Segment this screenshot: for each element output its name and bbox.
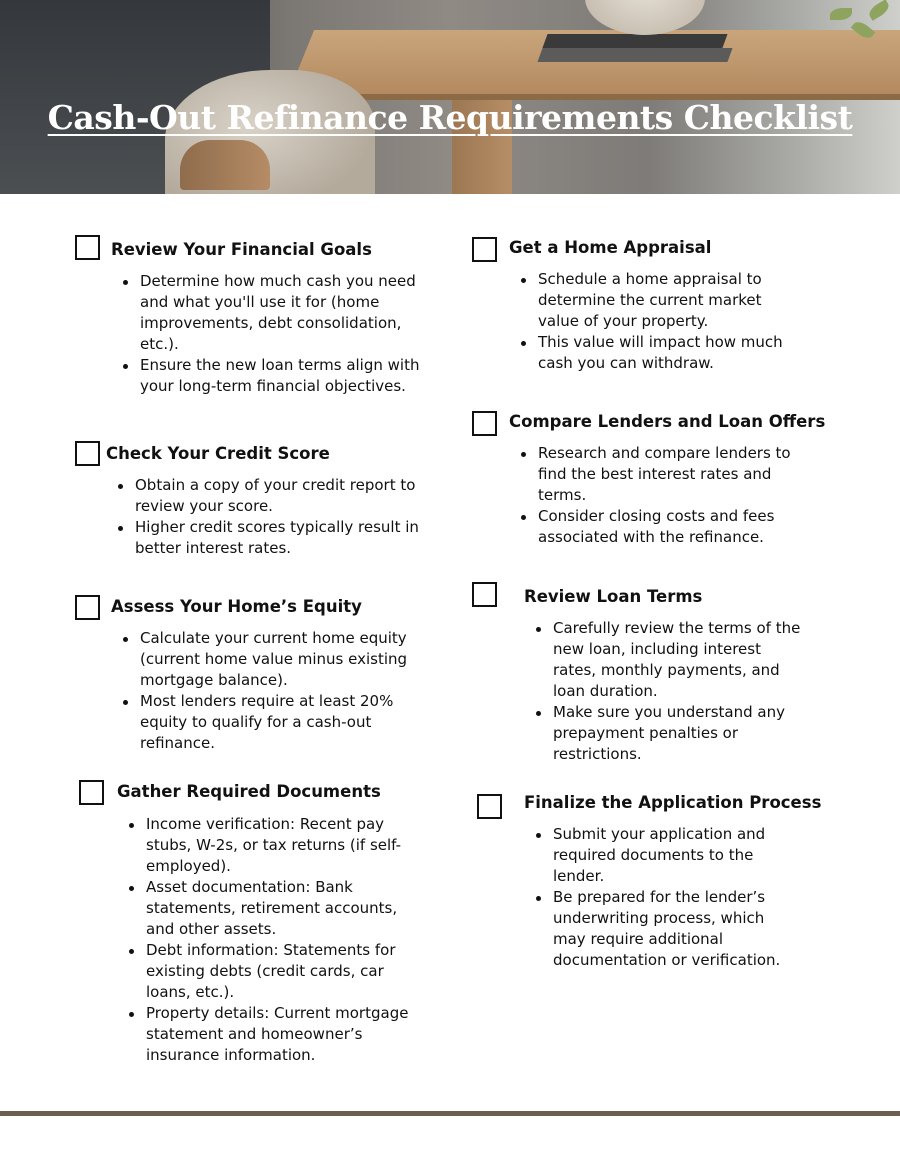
photo-leaf <box>866 0 891 21</box>
section-heading: Assess Your Home’s Equity <box>111 597 362 616</box>
list-item: Carefully review the terms of the new loan, including interest rates, monthly payments, and loan duration. <box>533 618 808 702</box>
list-item: Consider closing costs and fees associated with the refinance. <box>518 506 798 548</box>
list-item: This value will impact how much cash you can withdraw. <box>518 332 788 374</box>
list-item: Calculate your current home equity (current home value minus existing mortgage balance). <box>120 628 425 691</box>
photo-chair <box>180 140 270 190</box>
bullet-list <box>115 475 440 559</box>
section-heading: Get a Home Appraisal <box>509 238 712 257</box>
bullet-list <box>518 443 798 548</box>
footer-divider <box>0 1111 900 1116</box>
bullet-list <box>120 628 425 754</box>
checkbox[interactable] <box>75 235 100 260</box>
section-heading: Check Your Credit Score <box>106 444 330 463</box>
list-item: Schedule a home appraisal to determine the current market value of your property. <box>518 269 788 332</box>
list-item: Debt information: Statements for existing debts (credit cards, car loans, etc.). <box>126 940 411 1003</box>
bullet-list <box>120 271 430 397</box>
bullet-list <box>518 269 788 374</box>
list-item: Higher credit scores typically result in better interest rates. <box>115 517 440 559</box>
photo-book <box>537 48 732 62</box>
header-photo <box>0 0 900 194</box>
checkbox[interactable] <box>472 582 497 607</box>
section-heading: Finalize the Application Process <box>524 793 822 812</box>
photo-book <box>542 34 727 48</box>
list-item: Income verification: Recent pay stubs, W-2s, or tax returns (if self-employed). <box>126 814 411 877</box>
list-item: Research and compare lenders to find the best interest rates and terms. <box>518 443 798 506</box>
list-item: Obtain a copy of your credit report to review your score. <box>115 475 440 517</box>
section-heading: Gather Required Documents <box>117 782 381 801</box>
section-heading: Review Your Financial Goals <box>111 240 372 259</box>
list-item: Be prepared for the lender’s underwriting process, which may require additional documentation or verification. <box>533 887 798 971</box>
checkbox[interactable] <box>477 794 502 819</box>
checkbox[interactable] <box>79 780 104 805</box>
list-item: Determine how much cash you need and what you'll use it for (home improvements, debt consolidation, etc.). <box>120 271 430 355</box>
section-heading: Compare Lenders and Loan Offers <box>509 412 826 431</box>
list-item: Most lenders require at least 20% equity to qualify for a cash-out refinance. <box>120 691 425 754</box>
bullet-list <box>126 814 411 1066</box>
checkbox[interactable] <box>75 595 100 620</box>
photo-leaf <box>830 8 852 20</box>
checkbox[interactable] <box>75 441 100 466</box>
checkbox[interactable] <box>472 237 497 262</box>
list-item: Make sure you understand any prepayment penalties or restrictions. <box>533 702 808 765</box>
list-item: Property details: Current mortgage statement and homeowner’s insurance information. <box>126 1003 411 1066</box>
bullet-list <box>533 618 808 765</box>
page-title: Cash-Out Refinance Requirements Checklist <box>47 98 853 137</box>
bullet-list <box>533 824 798 971</box>
section-heading: Review Loan Terms <box>524 587 703 606</box>
list-item: Submit your application and required documents to the lender. <box>533 824 798 887</box>
list-item: Asset documentation: Bank statements, retirement accounts, and other assets. <box>126 877 411 940</box>
checkbox[interactable] <box>472 411 497 436</box>
list-item: Ensure the new loan terms align with your long-term financial objectives. <box>120 355 430 397</box>
